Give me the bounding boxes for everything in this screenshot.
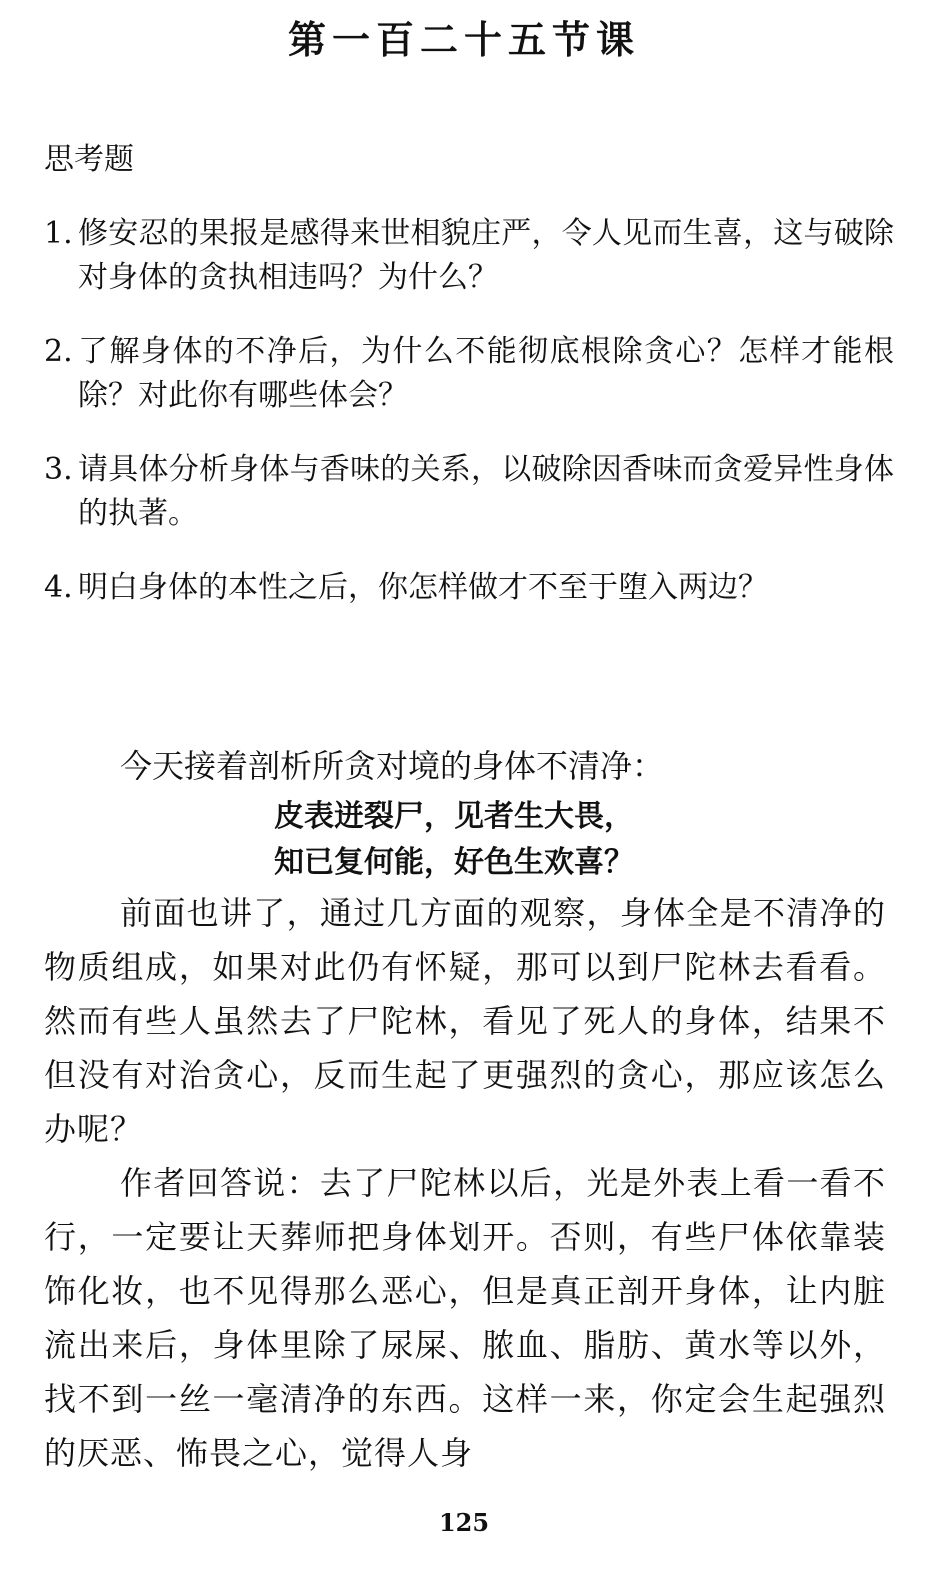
question-number: 3. xyxy=(44,452,73,487)
verse-line: 知已复何能，好色生欢喜？ xyxy=(274,845,634,880)
intro-line: 今天接着剖析所贪对境的身体不清净： xyxy=(120,747,665,785)
question-number: 2. xyxy=(44,334,73,369)
page-number: 125 xyxy=(438,1508,490,1537)
verse-line: 皮表迸裂尸，见者生大畏， xyxy=(274,799,634,834)
question-text: 了解身体的不净后，为什么不能彻底根除贪心？怎样才能根除？对此你有哪些体会？ xyxy=(78,334,894,413)
paragraph: 作者回答说：去了尸陀林以后，光是外表上看一看不行，一定要让天葬师把身体划开。否则，有些尸体依靠装饰化妆，也不见得那么恶心，但是真正剖开身体，让内脏流出来后，身体里除了尿屎、脓血、脂肪、黄水等以外，找不到一丝一毫清净的东西。这样一来，你定会生起强烈的厌恶、怖畏之心，觉得人身 xyxy=(44,1164,886,1472)
question-text: 请具体分析身体与香味的关系，以破除因香味而贪爱异性身体的执著。 xyxy=(78,452,894,531)
question-text: 明白身体的本性之后，你怎样做才不至于堕入两边？ xyxy=(78,570,768,605)
body-text xyxy=(44,738,886,1480)
list-item xyxy=(44,448,894,536)
list-item xyxy=(44,330,894,418)
paragraph: 前面也讲了，通过几方面的观察，身体全是不清净的物质组成，如果对此仍有怀疑，那可以到尸陀林去看看。然而有些人虽然去了尸陀林，看见了死人的身体，结果不但没有对治贪心，反而生起了更强烈的贪心，那应该怎么办呢？ xyxy=(44,894,886,1148)
page-title: 第一百二十五节课 xyxy=(287,17,640,62)
question-text: 修安忍的果报是感得来世相貌庄严，令人见而生喜，这与破除对身体的贪执相违吗？为什么？ xyxy=(78,216,894,295)
question-number: 1. xyxy=(44,216,73,251)
question-number: 4. xyxy=(44,570,73,605)
list-item xyxy=(44,212,894,300)
section-heading: 思考题 xyxy=(44,142,134,177)
list-item xyxy=(44,566,894,610)
question-list xyxy=(44,212,894,640)
